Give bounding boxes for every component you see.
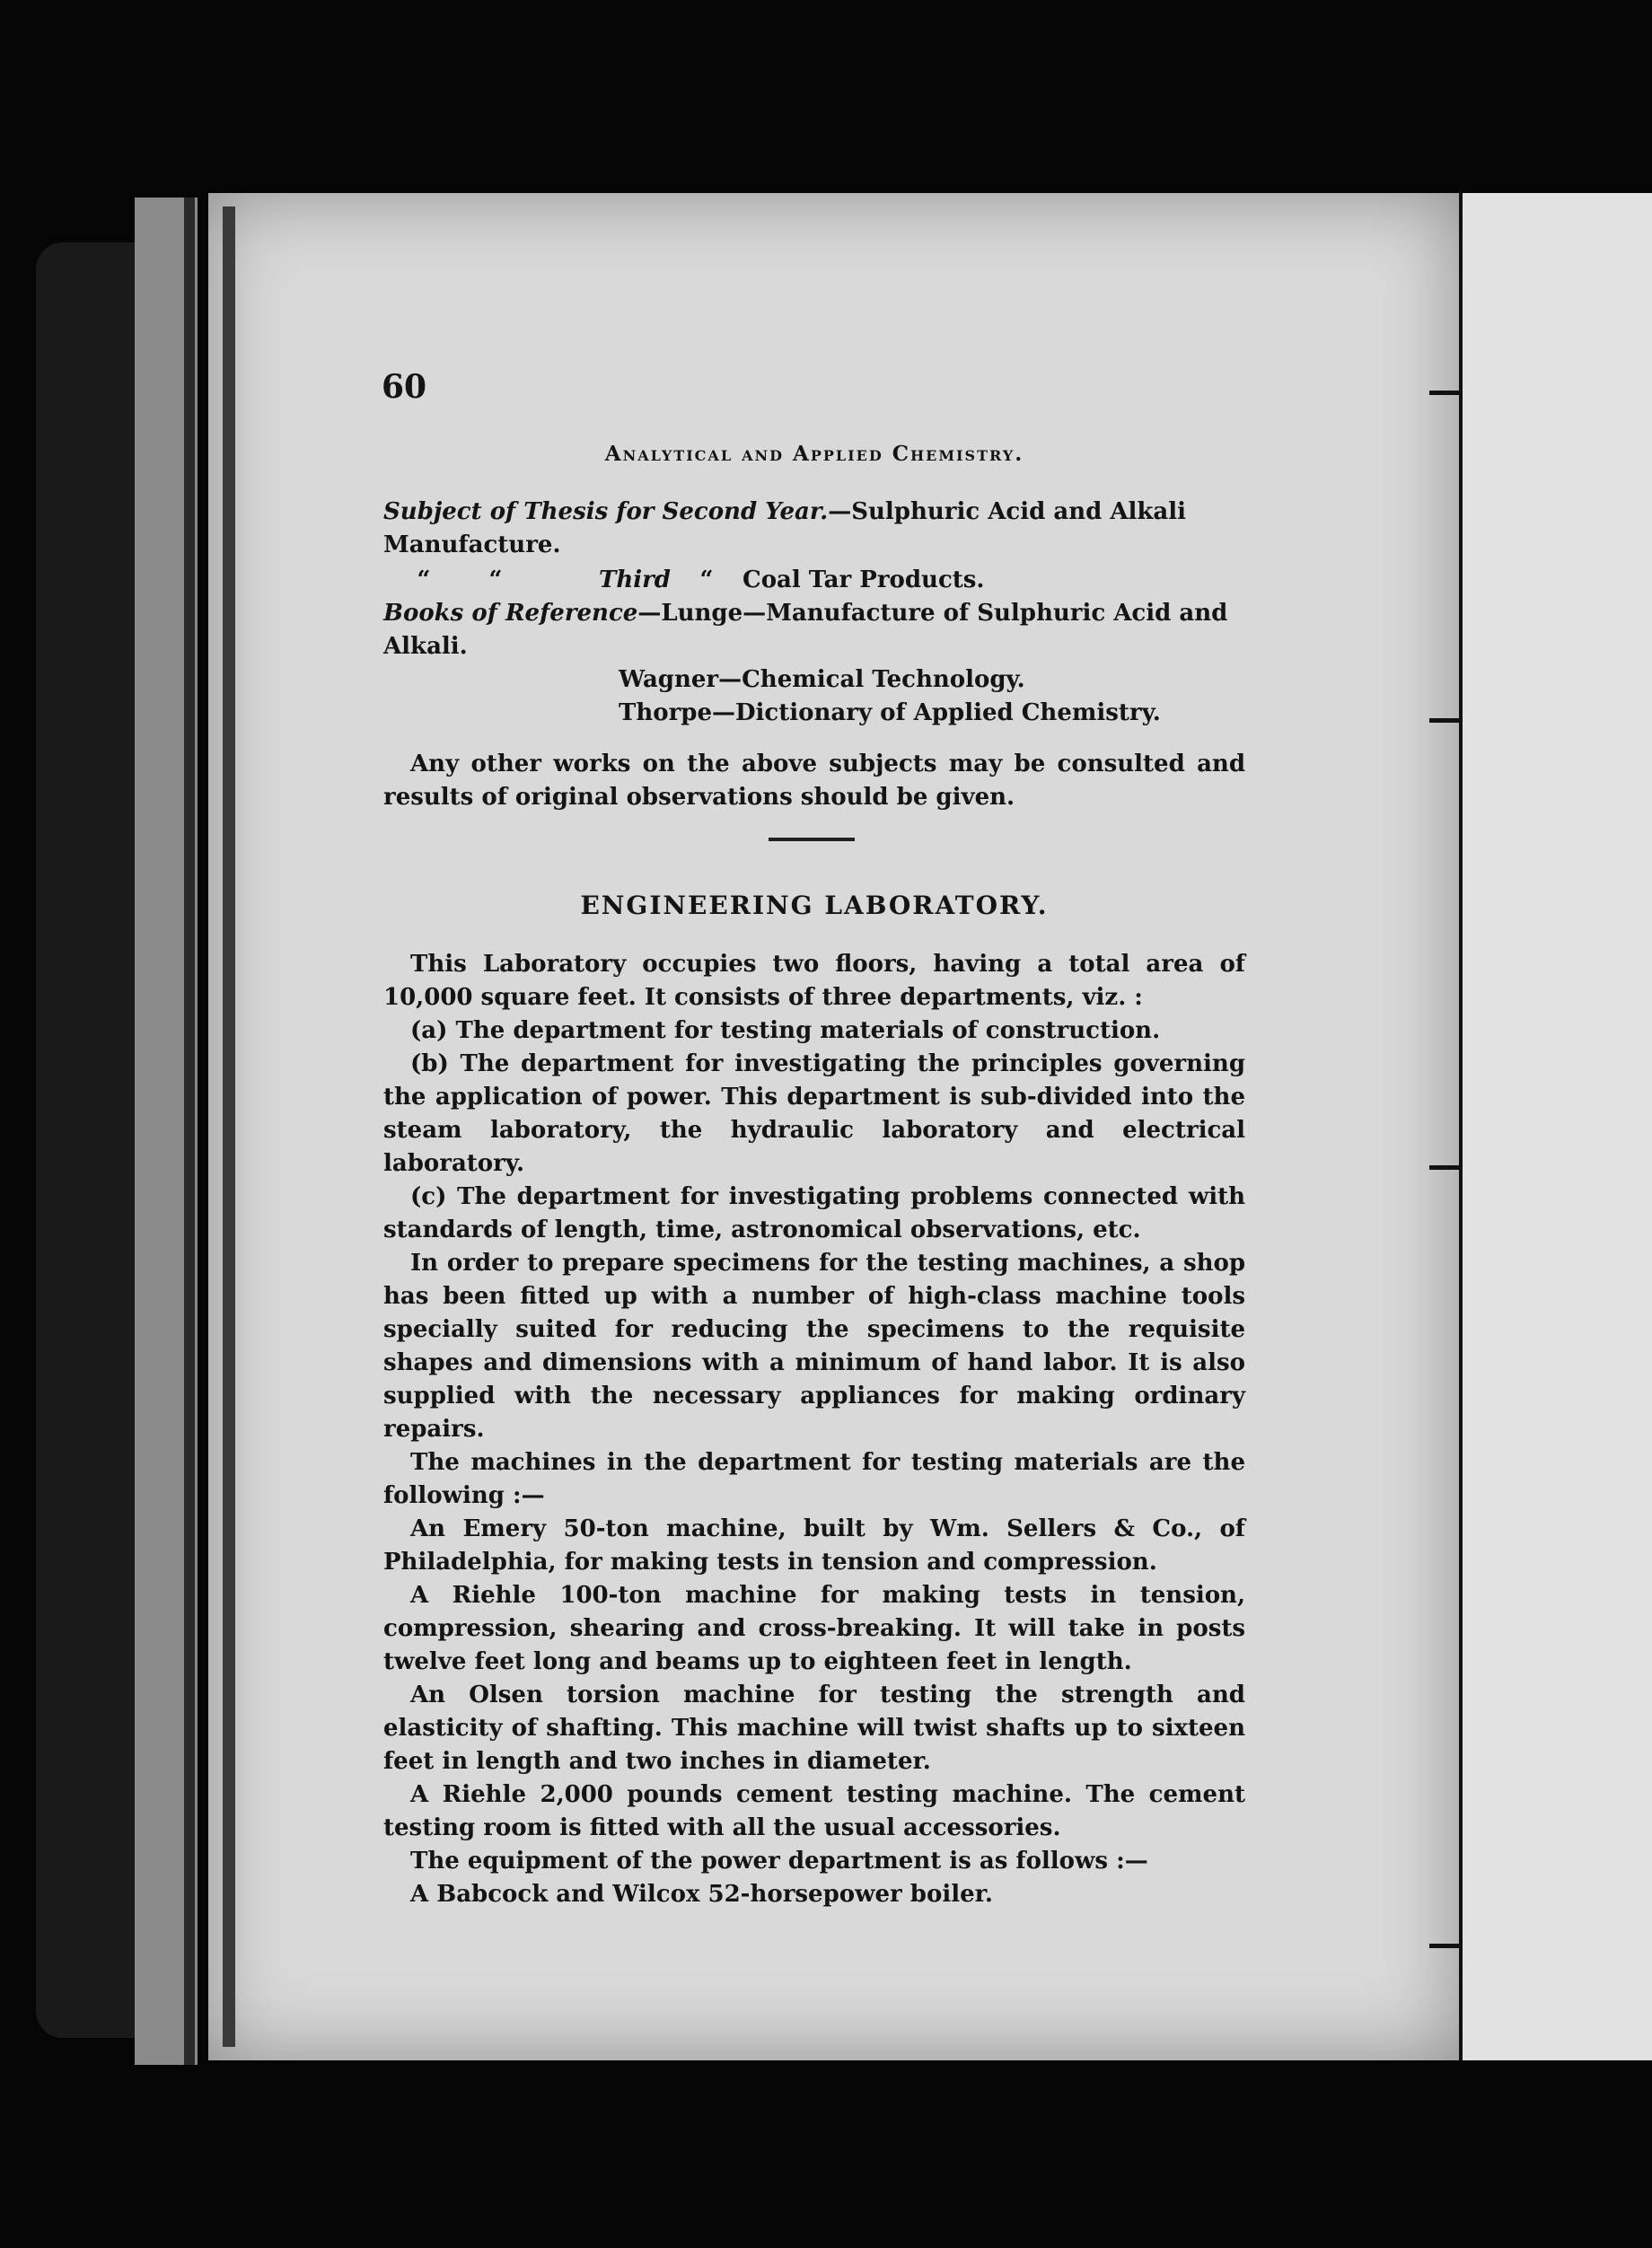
facing-page [1459, 193, 1652, 2060]
third-text: Coal Tar Products. [743, 566, 985, 593]
engineering-section-title: ENGINEERING LABORATORY. [580, 891, 1049, 920]
books-item: Wagner—Chemical Technology. [619, 666, 1025, 693]
paragraph: A Riehle 100-ton machine for making tests in tension, compression, shearing and cross-breaking. It will take in posts twelve feet long and beams up to eighteen feet in length. [383, 1582, 1245, 1675]
page-number: 60 [382, 368, 427, 406]
thesis-second-year [383, 496, 1245, 562]
books-lead: Books of Reference [383, 600, 638, 627]
books-item: —Lunge—Manufacture of Sulphuric Acid and Alkali. [383, 600, 1228, 660]
ditto-mark: “ [417, 566, 431, 593]
thesis-second-text: —Sulphuric Acid and Alkali Manufacture. [383, 498, 1186, 558]
spine-mark [1429, 1165, 1460, 1170]
thesis-lead: Subject of Thesis for Second Year. [383, 498, 829, 525]
page-binding-edge [223, 206, 235, 2047]
chemistry-section-body [383, 496, 1245, 814]
paragraph: This Laboratory occupies two floors, having a total area of 10,000 square feet. It consists of three departments, viz. : [383, 951, 1245, 1011]
paragraph: In order to prepare specimens for the testing machines, a shop has been fitted up with a number of high-class machine tools specially suited for reducing the specimens to the requisite shapes and dimensions with a minimum of hand labor. It is also supplied with the necessary appliances for making ordinary repairs. [383, 1250, 1245, 1443]
ditto-mark: “ [488, 566, 503, 593]
ditto-mark: “ [699, 566, 714, 593]
paragraph: The equipment of the power department is as follows :— [410, 1848, 1148, 1875]
chemistry-note: Any other works on the above subjects may be consulted and results of original observations should be given. [383, 751, 1245, 811]
third-label: Third [598, 566, 671, 593]
books-item: Thorpe—Dictionary of Applied Chemistry. [619, 699, 1161, 726]
chemistry-section-title: Analytical and Applied Chemistry. [604, 442, 1024, 466]
spine-mark [1429, 1944, 1460, 1948]
spine-mark [1429, 391, 1460, 395]
page-stack-shadow [184, 198, 195, 2065]
engineering-section-body [383, 948, 1245, 1911]
paragraph: (b) The department for investigating the principles governing the application of power. This department is sub-divided into the steam laboratory, the hydraulic laboratory and electrical laboratory. [383, 1050, 1245, 1177]
paragraph: A Babcock and Wilcox 52-horsepower boiler. [410, 1881, 993, 1908]
paragraph: The machines in the department for testing materials are the following :— [383, 1449, 1245, 1509]
section-divider [769, 838, 855, 841]
paragraph: (a) The department for testing materials of construction. [410, 1017, 1161, 1044]
paragraph: A Riehle 2,000 pounds cement testing machine. The cement testing room is fitted with all the usual accessories. [383, 1781, 1245, 1841]
spine-mark [1429, 718, 1460, 723]
thesis-third-year [383, 564, 1245, 597]
paragraph: An Emery 50-ton machine, built by Wm. Sellers & Co., of Philadelphia, for making tests in tension and compression. [383, 1515, 1245, 1576]
paragraph: (c) The department for investigating problems connected with standards of length, time, astronomical observations, etc. [383, 1183, 1245, 1243]
paragraph: An Olsen torsion machine for testing the strength and elasticity of shafting. This machine will twist shafts up to sixteen feet in length and two inches in diameter. [383, 1682, 1245, 1775]
books-reference-line [383, 597, 1245, 663]
